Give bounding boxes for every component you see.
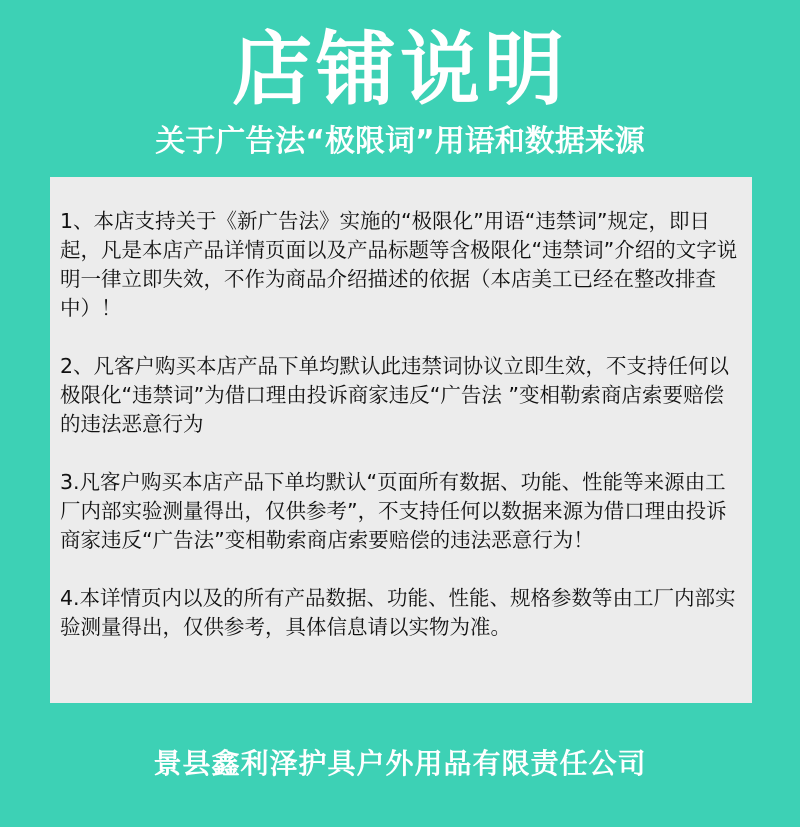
notice-paragraph-4: 4.本详情页内以及的所有产品数据、功能、性能、规格参数等由工厂内部实验测量得出，仅供参考，具体信息请以实物为准。 xyxy=(60,586,736,639)
notice-panel xyxy=(50,177,752,703)
notice-paragraph-1: 1、本店支持关于《新广告法》实施的“极限化”用语“违禁词”规定，即日起，凡是本店产品详情页面以及产品标题等含极限化“违禁词”介绍的文字说明一律立即失效，不作为商品介绍描述的依据（本店美工已经在整改排查中）！ xyxy=(60,209,738,320)
page-title: 店铺说明 xyxy=(232,23,568,116)
company-name: 景县鑫利泽护具户外用品有限责任公司 xyxy=(153,747,647,780)
page-subtitle: 关于广告法“极限词”用语和数据来源 xyxy=(155,124,645,159)
notice-paragraph-3: 3.凡客户购买本店产品下单均默认“页面所有数据、功能、性能等来源由工厂内部实验测量得出，仅供参考”，不支持任何以数据来源为借口理由投诉商家违反“广告法”变相勒索商店索要赔偿的违法恶意行为！ xyxy=(60,470,727,552)
notice-paragraph-2: 2、凡客户购买本店产品下单均默认此违禁词协议立即生效，不支持任何以极限化“违禁词”为借口理由投诉商家违反“广告法 ”变相勒索商店索要赔偿的违法恶意行为 xyxy=(60,354,730,436)
